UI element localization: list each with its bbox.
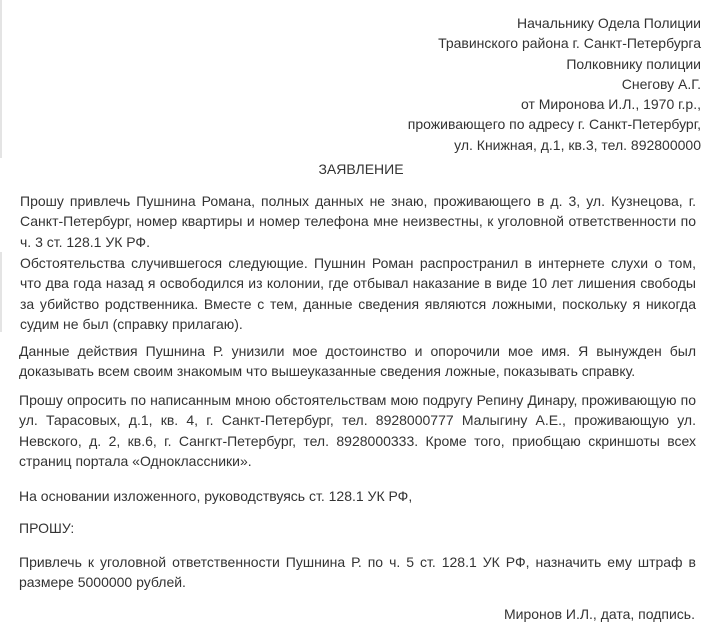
addressee-block (408, 13, 701, 155)
sender-line: ул. Книжная, д.1, кв.3, тел. 892800000 (454, 136, 701, 153)
page-edge-line (0, 252, 2, 332)
addressee-line: Травинского района г. Санкт-Петербурга (438, 35, 701, 52)
paragraph-witnesses: Прошу опросить по написанным мною обстоятельствам мою подругу Репину Динару, проживающую по ул. Тарасовых, д.1, кв. 4, г. Санкт-Петербург, тел. 8928000777 Малыгину А.Е., проживающую ул. Невского, д. 2, кв.6, г. Сангкт-Петербург, тел. 8928000333. Кроме того, приобщаю скриншоты всех страниц портала «Одноклассники». (19, 392, 696, 469)
paragraph-basis: На основании изложенного, руководствуясь ст. 128.1 УК РФ, (19, 488, 413, 504)
document-title: ЗАЯВЛЕНИЕ (318, 161, 404, 177)
paragraph-request: Прошу привлечь Пушнина Романа, полных данных не знаю, проживающего в д. 3, ул. Кузнецова, г. Санкт-Петербург, номер квартиры и номер телефона мне неизвестны, к уголовной ответственности по ч. 3 ст. 128.1 УК РФ. (20, 193, 696, 250)
paragraph-consequences: Данные действия Пушнина Р. унизили мое достоинство и опорочили мое имя. Я вынужден был доказывать всем своим знакомым что вышеуказанные сведения ложные, показывать справку. (19, 343, 696, 380)
paragraph-demand: Привлечь к уголовной ответственности Пушнина Р. по ч. 5 ст. 128.1 УК РФ, назначить ему штраф в размере 5000000 рублей. (19, 554, 696, 591)
paragraph-prosu: ПРОШУ: (19, 520, 75, 536)
addressee-line: Снегову А.Г. (621, 75, 701, 92)
page-edge-line (0, 0, 2, 158)
addressee-line: Полковнику полиции (566, 55, 701, 72)
sender-line: от Миронова И.Л., 1970 г.р., (520, 96, 701, 113)
addressee-line: Начальнику Одела Полиции (517, 15, 701, 31)
sender-line: проживающего по адресу г. Санкт-Петербург, (407, 116, 701, 133)
paragraph-circumstances: Обстоятельства случившегося следующие. Пушнин Роман распространил в интернете слухи о том, что два года назад я освободился из колонии, где отбывал наказание в виде 10 лет лишения свободы за убийство родственника. Вместе с тем, данные сведения являются ложными, поскольку я никогда судим не был (справку прилагаю). (20, 255, 696, 332)
signature-line: Миронов И.Л., дата, подпись. (504, 606, 695, 622)
